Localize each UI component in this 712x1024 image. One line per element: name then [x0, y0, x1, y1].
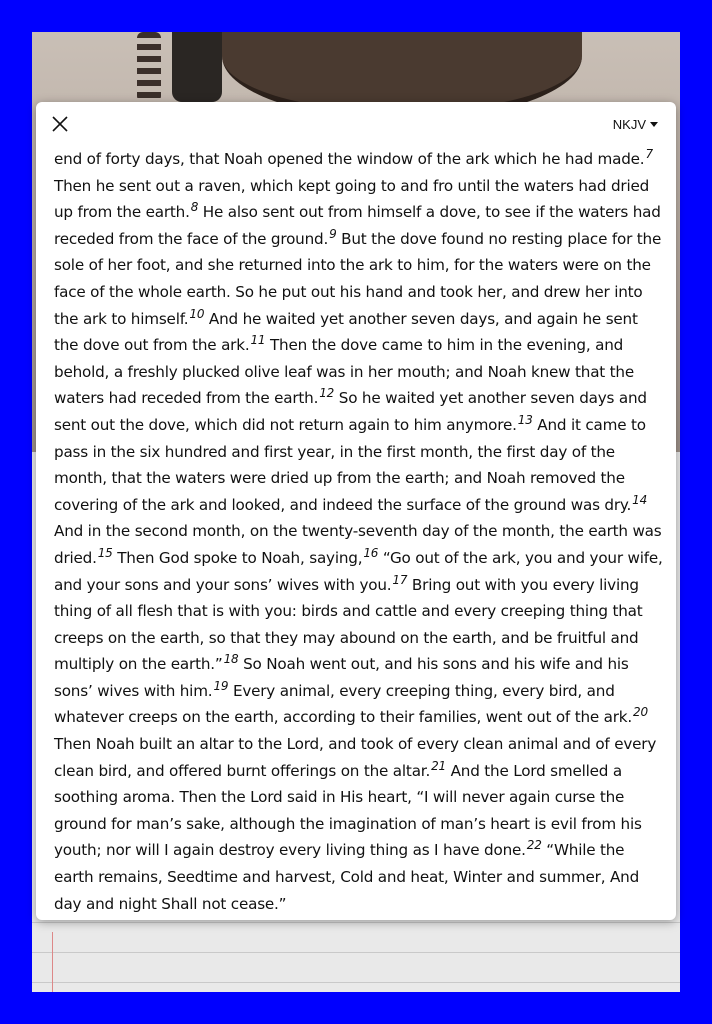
verse-text: Every animal, every creeping thing, every bird, and whatever creeps on the earth, according to their families, went out of the ark. — [54, 681, 633, 727]
margin-line — [52, 932, 53, 992]
verse-text: So he waited yet another seven days and sent out the dove, which did not return again to him anymore. — [54, 389, 647, 434]
verse-number[interactable]: 21 — [431, 758, 446, 773]
verse-number[interactable]: 22 — [526, 838, 542, 853]
verse-text: Then God spoke to Noah, saying, — [112, 548, 363, 567]
verse-text: But the dove found no resting place for the sole of her foot, and she returned into the ark to him, for the waters were on the face of the whole earth. So he put out his hand and took her, and drew her into the ark to himself. — [54, 229, 662, 328]
divider — [32, 982, 680, 983]
verse-text: And in the second month, on the twenty-seventh day of the month, the earth was dried. — [54, 522, 662, 567]
verse-number[interactable]: 16 — [363, 545, 379, 560]
passage-lead: end of forty days, that Noah opened the window of the ark which he had made. — [54, 150, 645, 168]
verse-text: He also sent out from himself a dove, to see if the waters had receded from the face of the ground. — [54, 203, 661, 248]
verse-number[interactable]: 13 — [517, 412, 533, 427]
verse-text: “While the earth remains, Seedtime and harvest, Cold and heat, Winter and summer, And day and night Shall not cease.” — [54, 841, 640, 913]
close-icon — [50, 114, 70, 134]
verse-number[interactable]: 18 — [223, 652, 239, 667]
verse-number[interactable]: 14 — [632, 492, 648, 507]
verse-text: And the Lord smelled a soothing aroma. Then the Lord said in His heart, “I will never again curse the ground for man’s sake, although the imagination of man’s heart is evil from his youth; nor will I again destroy every living thing as I have done. — [54, 761, 642, 860]
passage-text — [54, 146, 664, 917]
verse-text: And he waited yet another seven days, and again he sent the dove out from the ark. — [54, 309, 638, 355]
version-label: NKJV — [612, 117, 646, 132]
divider — [32, 952, 680, 953]
verse-number[interactable]: 8 — [190, 200, 199, 215]
caret-down-icon — [650, 122, 658, 127]
verse-text: And it came to pass in the six hundred and first year, in the first month, the first day of the month, that the waters were dried up from the earth; and Noah removed the covering of the ark and looked, and indeed the surface of the ground was dry. — [54, 415, 646, 514]
divider — [32, 922, 680, 923]
verse-number[interactable]: 9 — [329, 226, 337, 241]
modal-header — [36, 102, 676, 146]
verse-number[interactable]: 7 — [645, 147, 653, 161]
verse-number[interactable]: 10 — [189, 306, 205, 321]
verse-number[interactable]: 19 — [213, 678, 229, 693]
verse-number[interactable]: 11 — [250, 333, 266, 348]
verse-number[interactable]: 12 — [319, 386, 335, 401]
verse-number[interactable]: 20 — [633, 705, 648, 720]
verse-number[interactable]: 17 — [392, 572, 408, 587]
close-button[interactable] — [50, 114, 70, 134]
chain-decoration — [137, 32, 161, 102]
verse-text: Then Noah built an altar to the Lord, and took of every clean animal and of every clean bird, and offered burnt offerings on the altar. — [54, 735, 657, 780]
verse-text: Then he sent out a raven, which kept going to and fro until the waters had dried up from the earth. — [54, 176, 650, 222]
verse-text: So Noah went out, and his sons and his wife and his sons’ wives with him. — [54, 655, 629, 700]
bottle-decoration — [172, 32, 222, 102]
passage-modal — [36, 102, 676, 920]
verse-number[interactable]: 15 — [97, 545, 113, 560]
verse-text: Bring out with you every living thing of all flesh that is with you: birds and cattle and every creeping thing that creeps on the earth, so that they may abound on the earth, and be fruitful and multiply on the earth.” — [54, 575, 643, 674]
verse-text: Then the dove came to him in the evening, and behold, a freshly plucked olive leaf was in her mouth; and Noah knew that the waters had receded from the earth. — [54, 336, 635, 408]
verse-text: “Go out of the ark, you and your wife, and your sons and your sons’ wives with you. — [54, 548, 663, 594]
version-selector[interactable] — [613, 117, 658, 132]
